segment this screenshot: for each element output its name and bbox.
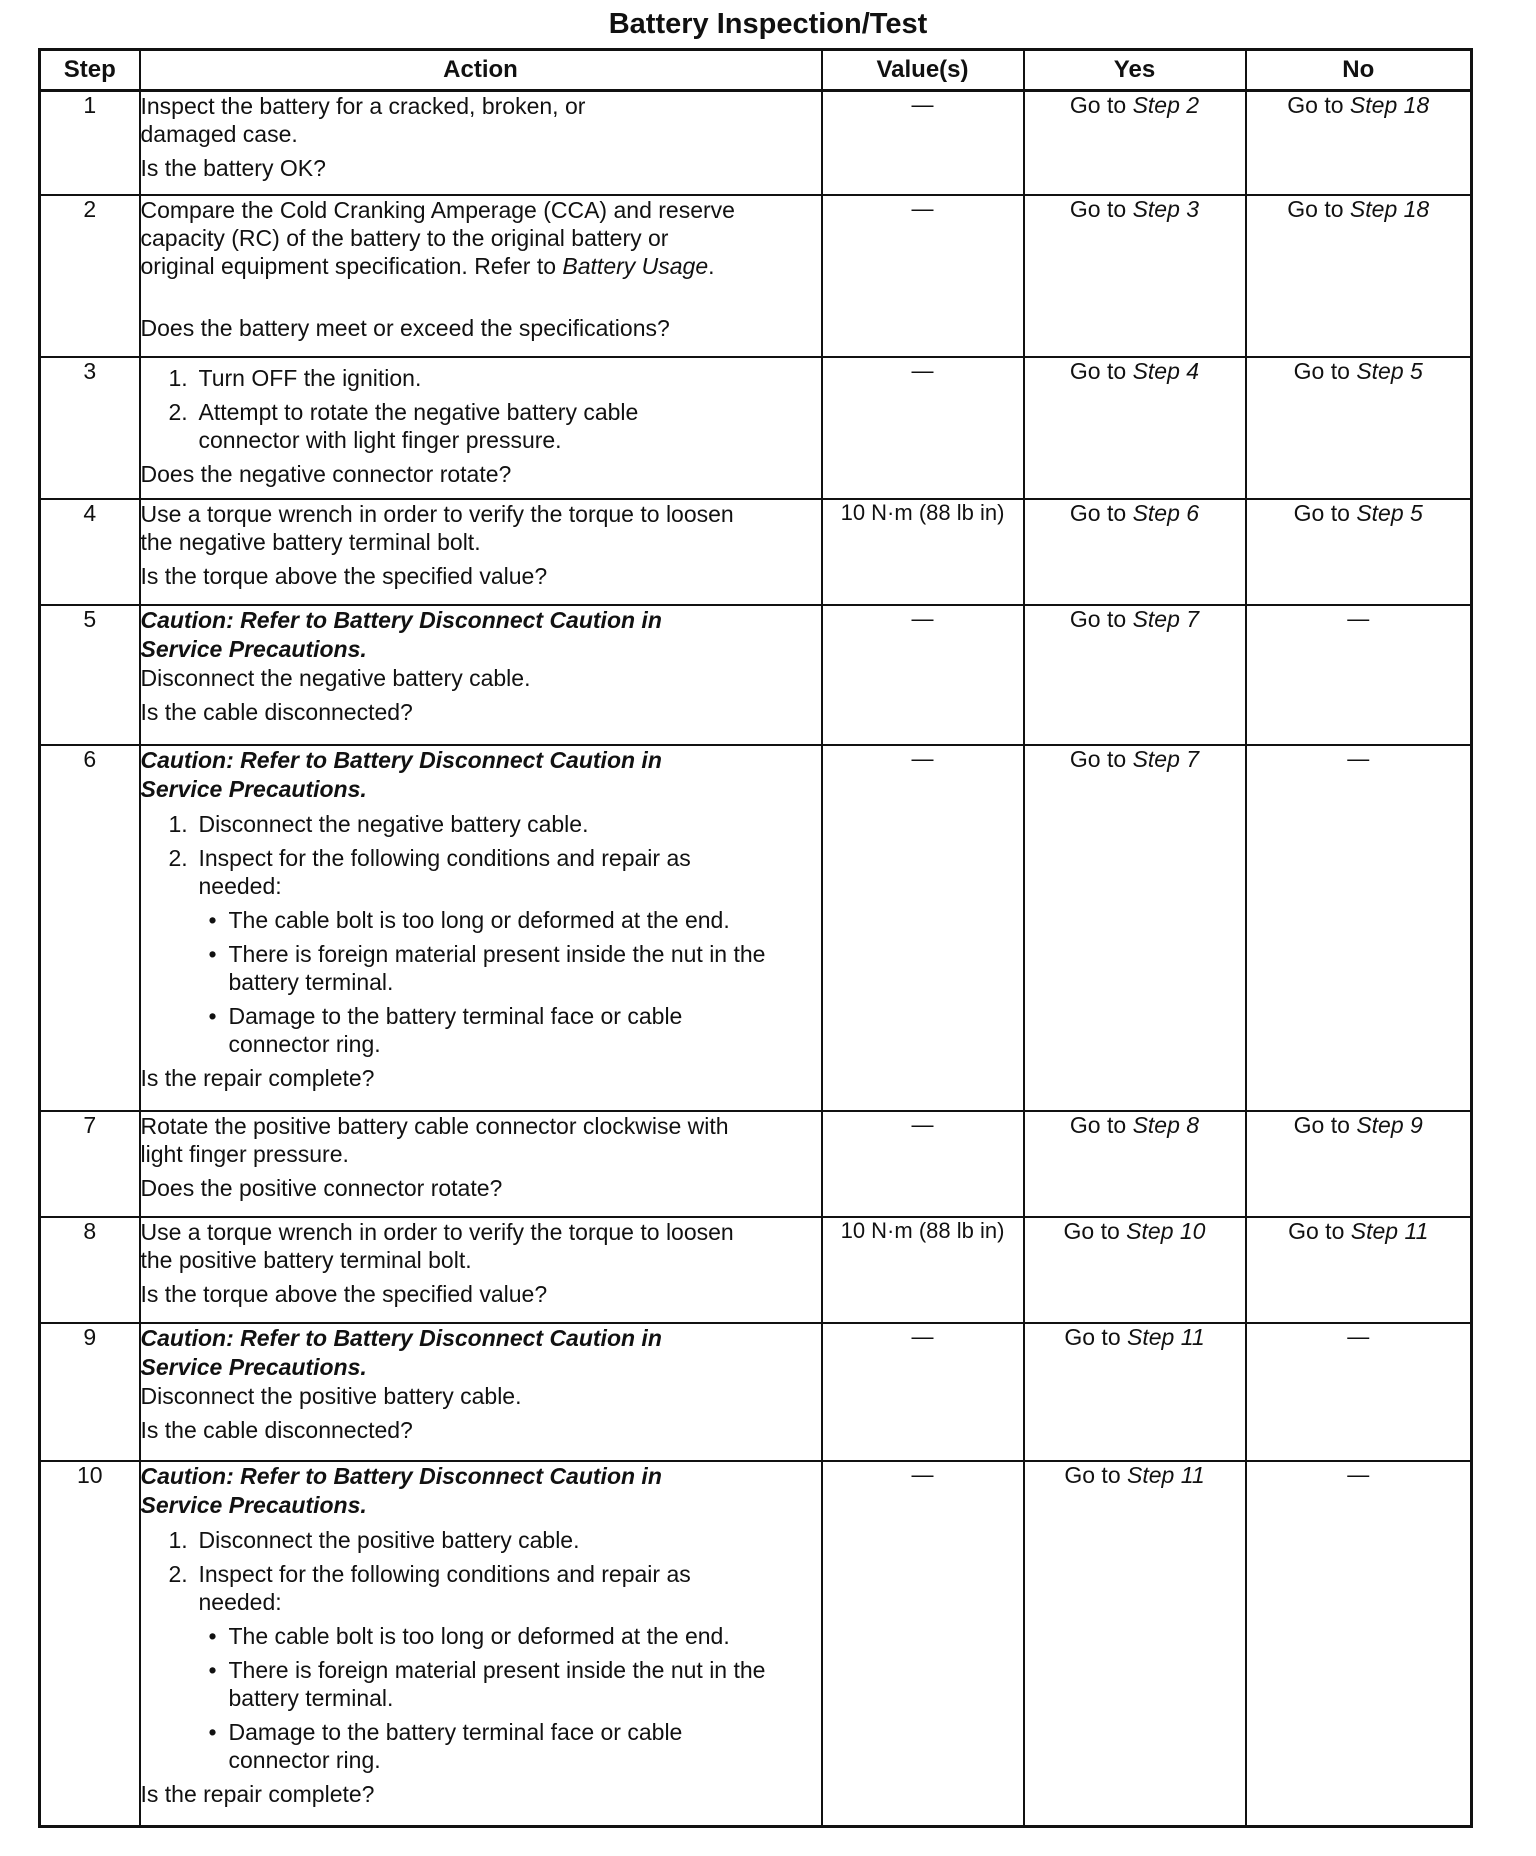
action-cell bbox=[140, 1111, 822, 1217]
no-step-ref: 5 bbox=[1410, 357, 1423, 384]
caution-text: Service Precautions. bbox=[140, 1491, 367, 1518]
bullet-item: • The cable bolt is too long or deformed at the end. bbox=[208, 1622, 730, 1649]
step-number: 10 bbox=[40, 1461, 140, 1827]
action-question: Is the torque above the specified value? bbox=[140, 1280, 548, 1307]
header-action: Action bbox=[140, 50, 822, 91]
table-row bbox=[40, 605, 1472, 745]
action-cell bbox=[140, 91, 822, 195]
header-values: Value(s) bbox=[822, 50, 1024, 91]
no-cell: — bbox=[1246, 1323, 1472, 1461]
step-word: Step bbox=[1356, 357, 1404, 384]
yes-cell bbox=[1024, 1111, 1246, 1217]
step-word: Step bbox=[1132, 195, 1180, 222]
yes-step-ref: 8 bbox=[1186, 1111, 1200, 1138]
numbered-item: 2. Inspect for the following conditions and repair as needed: bbox=[168, 844, 691, 899]
document-title: Battery Inspection/Test bbox=[608, 8, 928, 40]
step-number: 6 bbox=[40, 745, 140, 1111]
yes-cell bbox=[1024, 1323, 1246, 1461]
no-cell bbox=[1246, 195, 1472, 357]
yes-cell bbox=[1024, 195, 1246, 357]
goto-text: Go to bbox=[1287, 92, 1344, 118]
goto-text: Go to bbox=[1069, 1111, 1127, 1138]
header-yes: Yes bbox=[1024, 50, 1246, 91]
action-text: Use a torque wrench in order to verify the torque to loosen bbox=[140, 1218, 734, 1245]
value-cell: — bbox=[822, 1111, 1024, 1217]
yes-cell bbox=[1024, 91, 1246, 195]
header-no: No bbox=[1246, 50, 1472, 91]
action-text: capacity (RC) of the battery to the original battery or bbox=[140, 224, 669, 251]
step-number: 9 bbox=[40, 1323, 140, 1461]
bullet-item: • There is foreign material present inside the nut in the battery terminal. bbox=[208, 1656, 766, 1711]
action-text-part: . bbox=[708, 252, 715, 279]
goto-text: Go to bbox=[1064, 1461, 1121, 1488]
value-cell: 10 N·m (88 lb in) bbox=[822, 499, 1024, 605]
goto-text: Go to bbox=[1069, 499, 1127, 526]
no-cell: — bbox=[1246, 605, 1472, 745]
action-text: Disconnect the negative battery cable. bbox=[140, 664, 531, 691]
caution-text: Service Precautions. bbox=[140, 775, 367, 802]
yes-step-ref: 10 bbox=[1179, 1217, 1206, 1244]
bullet-item: • There is foreign material present inside the nut in the battery terminal. bbox=[208, 940, 766, 995]
yes-step-ref: 7 bbox=[1186, 745, 1200, 772]
yes-cell bbox=[1024, 605, 1246, 745]
no-cell bbox=[1246, 1217, 1472, 1323]
no-cell bbox=[1246, 91, 1472, 195]
table-row bbox=[40, 1217, 1472, 1323]
yes-step-ref: 4 bbox=[1186, 357, 1200, 384]
caution-text: Caution: Refer to Battery Disconnect Caution in bbox=[140, 606, 662, 633]
action-text: Disconnect the positive battery cable. bbox=[140, 1382, 522, 1409]
no-step-ref: 9 bbox=[1410, 1111, 1423, 1138]
table-row bbox=[40, 1323, 1472, 1461]
goto-text: Go to bbox=[1063, 1217, 1120, 1244]
step-number: 3 bbox=[40, 357, 140, 499]
step-word: Step bbox=[1132, 92, 1180, 118]
yes-cell bbox=[1024, 745, 1246, 1111]
value-cell: — bbox=[822, 1323, 1024, 1461]
diagnostic-table bbox=[38, 48, 1473, 1828]
no-cell bbox=[1246, 499, 1472, 605]
value-cell: — bbox=[822, 91, 1024, 195]
value-cell: — bbox=[822, 357, 1024, 499]
action-question: Is the battery OK? bbox=[140, 155, 326, 181]
no-cell: — bbox=[1246, 1461, 1472, 1827]
goto-text: Go to bbox=[1069, 605, 1127, 632]
goto-text: Go to bbox=[1069, 357, 1127, 384]
step-number: 2 bbox=[40, 195, 140, 357]
action-text bbox=[141, 252, 821, 280]
no-step-ref: 5 bbox=[1410, 499, 1423, 526]
bullet-item: • The cable bolt is too long or deformed at the end. bbox=[208, 906, 730, 933]
caution-text: Caution: Refer to Battery Disconnect Caution in bbox=[140, 1324, 662, 1351]
yes-cell bbox=[1024, 1217, 1246, 1323]
table-row bbox=[40, 357, 1472, 499]
table-row bbox=[40, 1111, 1472, 1217]
step-word: Step bbox=[1356, 499, 1404, 526]
yes-cell bbox=[1024, 499, 1246, 605]
goto-text: Go to bbox=[1293, 357, 1350, 384]
table-row bbox=[40, 745, 1472, 1111]
caution-text: Service Precautions. bbox=[140, 635, 367, 662]
action-question: Does the battery meet or exceed the specifications? bbox=[140, 314, 670, 341]
action-text: light finger pressure. bbox=[140, 1140, 349, 1167]
action-question: Is the repair complete? bbox=[140, 1780, 375, 1807]
yes-cell bbox=[1024, 357, 1246, 499]
yes-step-ref: 2 bbox=[1186, 92, 1200, 118]
step-word: Step bbox=[1349, 195, 1398, 222]
numbered-item: 1. Disconnect the negative battery cable. bbox=[168, 810, 589, 837]
action-text-part: original equipment specification. Refer to bbox=[140, 252, 563, 279]
action-cell bbox=[140, 605, 822, 745]
table-row bbox=[40, 195, 1472, 357]
step-word: Step bbox=[1132, 357, 1180, 384]
step-number: 7 bbox=[40, 1111, 140, 1217]
yes-step-ref: 7 bbox=[1186, 605, 1200, 632]
step-word: Step bbox=[1349, 92, 1398, 118]
action-cell bbox=[140, 1461, 822, 1827]
action-question: Is the repair complete? bbox=[140, 1064, 375, 1091]
table-header-row bbox=[40, 50, 1472, 91]
reference-link-text: Battery Usage bbox=[562, 252, 709, 279]
no-step-ref: 18 bbox=[1403, 195, 1430, 222]
action-text: Inspect the battery for a cracked, broken, or bbox=[140, 93, 586, 119]
action-question: Does the positive connector rotate? bbox=[140, 1174, 503, 1201]
no-cell bbox=[1246, 1111, 1472, 1217]
caution-text: Service Precautions. bbox=[140, 1353, 367, 1380]
step-word: Step bbox=[1132, 745, 1180, 772]
yes-step-ref: 11 bbox=[1180, 1323, 1205, 1350]
yes-step-ref: 3 bbox=[1186, 195, 1200, 222]
goto-text: Go to bbox=[1069, 92, 1127, 118]
step-word: Step bbox=[1126, 1217, 1174, 1244]
header-step: Step bbox=[40, 50, 140, 91]
action-cell bbox=[140, 195, 822, 357]
no-step-ref: 18 bbox=[1403, 92, 1430, 118]
bullet-item: • Damage to the battery terminal face or cable connector ring. bbox=[208, 1002, 683, 1057]
goto-text: Go to bbox=[1293, 1111, 1350, 1138]
numbered-item: 2. Inspect for the following conditions and repair as needed: bbox=[168, 1560, 691, 1615]
action-cell bbox=[140, 1323, 822, 1461]
action-question: Is the torque above the specified value? bbox=[140, 562, 548, 589]
step-word: Step bbox=[1356, 1111, 1404, 1138]
numbered-item: 2. Attempt to rotate the negative battery cable connector with light finger pressure. bbox=[168, 398, 639, 453]
goto-text: Go to bbox=[1288, 1217, 1345, 1244]
step-number: 5 bbox=[40, 605, 140, 745]
no-cell bbox=[1246, 357, 1472, 499]
step-word: Step bbox=[1132, 605, 1180, 632]
step-word: Step bbox=[1127, 1323, 1175, 1350]
action-text: Compare the Cold Cranking Amperage (CCA) and reserve bbox=[140, 196, 735, 223]
no-step-ref: 11 bbox=[1404, 1217, 1429, 1244]
action-cell bbox=[140, 357, 822, 499]
table-row bbox=[40, 499, 1472, 605]
step-number: 1 bbox=[40, 91, 140, 195]
no-cell: — bbox=[1246, 745, 1472, 1111]
action-cell bbox=[140, 745, 822, 1111]
caution-text: Caution: Refer to Battery Disconnect Caution in bbox=[140, 746, 662, 773]
yes-cell bbox=[1024, 1461, 1246, 1827]
action-text: damaged case. bbox=[140, 121, 298, 147]
goto-text: Go to bbox=[1064, 1323, 1121, 1350]
step-word: Step bbox=[1350, 1217, 1399, 1244]
value-cell: 10 N·m (88 lb in) bbox=[822, 1217, 1024, 1323]
goto-text: Go to bbox=[1069, 195, 1127, 222]
step-number: 4 bbox=[40, 499, 140, 605]
goto-text: Go to bbox=[1293, 499, 1350, 526]
numbered-item: 1. Turn OFF the ignition. bbox=[168, 364, 422, 391]
step-word: Step bbox=[1132, 499, 1180, 526]
yes-step-ref: 6 bbox=[1186, 499, 1200, 526]
action-question: Does the negative connector rotate? bbox=[140, 460, 512, 487]
table-row bbox=[40, 1461, 1472, 1827]
step-word: Step bbox=[1132, 1111, 1180, 1138]
action-cell bbox=[140, 499, 822, 605]
action-text: the negative battery terminal bolt. bbox=[140, 528, 481, 555]
value-cell: — bbox=[822, 605, 1024, 745]
action-question: Is the cable disconnected? bbox=[140, 1416, 413, 1443]
goto-text: Go to bbox=[1287, 195, 1344, 222]
table-row bbox=[40, 91, 1472, 195]
action-text: the positive battery terminal bolt. bbox=[140, 1246, 472, 1273]
bullet-item: • Damage to the battery terminal face or cable connector ring. bbox=[208, 1718, 683, 1773]
action-question: Is the cable disconnected? bbox=[140, 698, 413, 725]
value-cell: — bbox=[822, 745, 1024, 1111]
action-text: Use a torque wrench in order to verify the torque to loosen bbox=[140, 500, 734, 527]
goto-text: Go to bbox=[1069, 745, 1127, 772]
step-number: 8 bbox=[40, 1217, 140, 1323]
numbered-item: 1. Disconnect the positive battery cable. bbox=[168, 1526, 580, 1553]
yes-step-ref: 11 bbox=[1180, 1461, 1205, 1488]
caution-text: Caution: Refer to Battery Disconnect Caution in bbox=[140, 1462, 662, 1489]
value-cell: — bbox=[822, 1461, 1024, 1827]
value-cell: — bbox=[822, 195, 1024, 357]
step-word: Step bbox=[1127, 1461, 1175, 1488]
action-text: Rotate the positive battery cable connector clockwise with bbox=[140, 1112, 729, 1139]
action-cell bbox=[140, 1217, 822, 1323]
